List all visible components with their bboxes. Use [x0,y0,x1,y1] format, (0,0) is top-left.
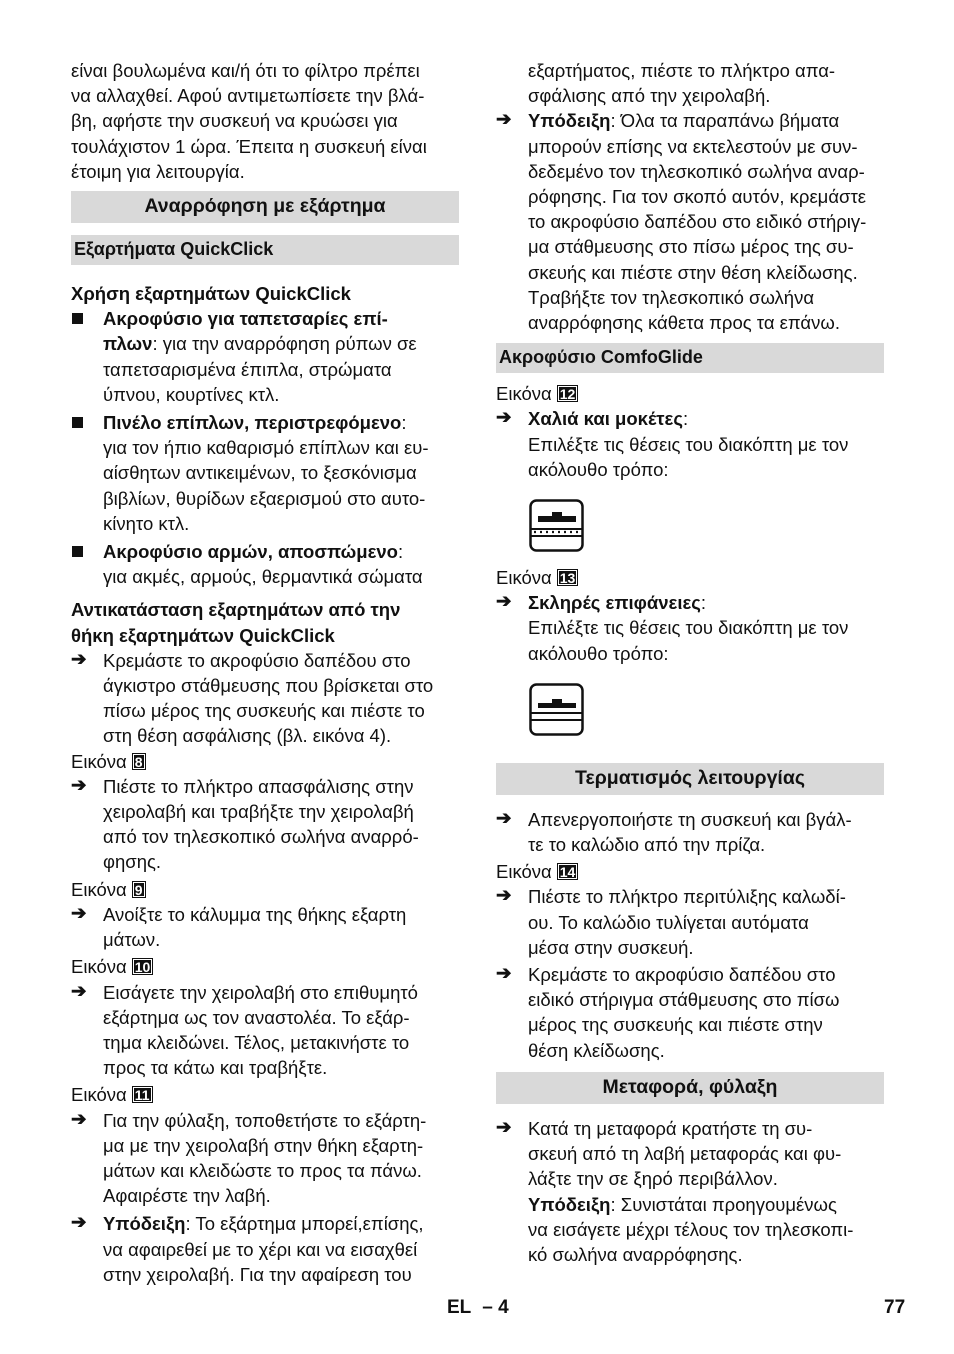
arrow-right-icon: ➔ [71,1211,87,1233]
text-line: μάτων. [103,929,161,951]
step-switch-off [496,807,884,857]
arrow-right-icon: ➔ [496,108,512,130]
figure-ref: Εικόνα 11 [71,1082,459,1107]
item-title: Σκληρές επιφάνειες [528,592,701,614]
figure-ref: Εικόνα 10 [71,954,459,979]
step-open-cover [71,902,459,952]
item-colon: : [401,412,407,434]
section-title-suction-accessories: Αναρρόφηση με εξάρτημα [71,191,459,223]
text-line: εξάρτημα ως τον αναστολέα. Το εξάρ- [103,1006,410,1028]
note-text: : Όλα τα παραπάνω βήματα [610,110,840,132]
text-line: σκευή από τη λαβή μεταφοράς και φυ- [528,1143,842,1165]
text-line: θέση κλείδωσης. [528,1039,665,1061]
list-item-crevice-nozzle [71,539,459,589]
text-line: εξαρτήματος, πιέστε το πλήκτρο απα- [528,60,836,81]
text-line: μέσα στην συσκευή. [528,936,694,958]
left-column [71,58,459,1287]
section-title-transport-storage: Μεταφορά, φύλαξη [496,1072,884,1104]
text-line: μάτων και κλειδώστε το προς τα πάνω. [103,1159,422,1181]
text-line: μπορούν επίσης να εκτελεστούν με συν- [528,135,858,157]
text-line: να αφαιρεθεί με το χέρι και να εισαχθεί [103,1238,418,1260]
item-description [103,435,459,536]
figure-number: 9 [132,881,146,898]
step-hard-floors: ➔ Σκληρές επιφάνειες: Επιλέξτε τις θέσεις του διακόπτη με τον ακόλουθο τρόπο: [496,590,884,666]
text-line: Επιλέξτε τις θέσεις του διακόπτη με τον [528,433,849,455]
text-line: από τον τηλεσκοπικό σωλήνα αναρρό- [103,826,419,848]
note-label: Υπόδειξη [103,1213,186,1235]
arrow-right-icon: ➔ [496,1115,512,1137]
text-line: βη, αφήστε την συσκευή να κρυώσει για [71,110,398,132]
text-line: αίσθητων αντικειμένων, το ξεσκόνισμα [103,462,417,484]
page-number: 77 [884,1297,906,1318]
intro-paragraph [71,58,459,184]
figure-number: 13 [557,569,579,586]
step-storage [71,1108,459,1209]
text-line: τημα κλειδώνει. Τέλος, μετακινήστε το [103,1031,410,1053]
footer-dash: – [482,1297,493,1318]
text-line: λάξτε την σε ξηρό περιβάλλον. [528,1168,778,1190]
arrow-right-icon: ➔ [496,406,512,428]
step-park-nozzle [496,962,884,1063]
text-line: είναι βουλωμένα και/ή ότι το φίλτρο πρέπει [71,60,420,81]
text-line: Απενεργοποιήστε τη συσκευή και βγάλ- [528,808,852,830]
usage-heading: Χρήση εξαρτημάτων QuickClick [71,283,351,305]
step-carpets: ➔ Χαλιά και μοκέτες: Επιλέξτε τις θέσεις του διακόπτη με τον ακόλουθο τρόπο: [496,406,884,482]
text-line: Αντικατάσταση εξαρτημάτων από την [71,599,401,621]
text-line: ου. Το καλώδιο τυλίγεται αυτόματα [528,911,809,933]
text-line: σφάλισης από την χειρολαβή. [528,85,771,107]
bullet-square-icon [72,546,83,557]
figure-number: 11 [132,1086,153,1103]
note-text: : Συνιστάται προηγουμένως [610,1193,837,1215]
item-colon: : [397,541,404,563]
text-line: ταπετσαρισμένα έπιπλα, στρώματα [103,358,392,380]
text-line: τουλάχιστον 1 ώρα. Έπειτα η συσκευή είναι [71,135,427,157]
right-column [496,58,884,1267]
text-line: έτοιμη για λειτουργία. [71,160,245,182]
text-line: θήκη εξαρτημάτων QuickClick [71,624,335,646]
text-line: προς τα κάτω και τραβήξτε. [103,1057,328,1079]
step-transport [496,1116,884,1267]
arrow-right-icon: ➔ [71,647,87,669]
text-line: στη θέση ασφάλισης (βλ. εικόνα 4). [103,725,392,747]
text-line: Για την φύλαξη, τοποθετήστε το εξάρτη- [103,1109,427,1131]
switch-position-carpet-icon [529,499,884,555]
continued-text [496,58,884,108]
figure-ref: Εικόνα 8 [71,749,459,774]
text-line: Κρεμάστε το ακροφύσιο δαπέδου στο [528,964,836,986]
list-item-upholstery-nozzle [71,306,459,407]
text-line: αναρρόφησης κάθετα προς τα επάνω. [528,312,840,334]
arrow-right-icon: ➔ [496,590,512,612]
text-line: το ακροφύσιο δαπέδου στο ειδικό στήριγ- [528,211,867,233]
step-unlock-handle [71,774,459,875]
figure-number: 12 [557,385,579,402]
item-description [103,564,459,589]
note-telescopic-tube [496,108,884,335]
note-label: Υπόδειξη [528,1193,611,1215]
footer-section-marker [447,1297,509,1319]
figure-number: 10 [132,958,154,975]
note-label: Υπόδειξη [528,110,611,132]
figure-ref: Εικόνα 13 [496,565,884,590]
text-line: μα με την χειρολαβή στην θήκη εξαρτη- [103,1134,424,1156]
text-line: Επιλέξτε τις θέσεις του διακόπτη με τον [528,617,849,639]
item-text: : για την αναρρόφηση ρύπων σε [152,333,417,355]
figure-ref: Εικόνα 9 [71,877,459,902]
subsection-title-comfoglide: Ακροφύσιο ComfoGlide [496,343,884,373]
text-line: Κρεμάστε το ακροφύσιο δαπέδου στο [103,649,411,671]
text-line: ακόλουθο τρόπο: [528,458,669,480]
text-line: χειρολαβή και τραβήξτε την χειρολαβή [103,801,414,823]
text-line: στην χειρολαβή. Για την αφαίρεση του [103,1263,412,1285]
text-line: Αφαιρέστε την λαβή. [103,1185,271,1207]
figure-number: 8 [132,753,146,770]
arrow-right-icon: ➔ [496,884,512,906]
text-line: Ανοίξτε το κάλυμμα της θήκης εξαρτη [103,903,407,925]
text-line: πίσω μέρος της συσκευής και πιέστε το [103,700,425,722]
text-line: ειδικό στήριγμα στάθμευσης στο πίσω [528,989,840,1011]
replace-heading [71,597,459,647]
item-title: Ακροφύσιο για ταπετσαρίες επί- [103,308,388,330]
text-line: να εισάγετε μέχρι τέλους τον τηλεσκοπι- [528,1218,854,1240]
text-line: κίνητο κτλ. [103,512,190,534]
item-title: Πινέλο επίπλων, περιστρεφόμενο [103,412,402,434]
arrow-right-icon: ➔ [71,979,87,1001]
step-cable-rewind [496,884,884,960]
figure-number: 14 [557,863,579,880]
text-line: σκευής και πιέστε στην θέση κλείδωσης. [528,261,858,283]
text-line: φησης. [103,851,162,873]
arrow-right-icon: ➔ [71,1107,87,1129]
text-line: Κατά τη μεταφορά κρατήστε τη συ- [528,1117,813,1139]
list-item-furniture-brush [71,410,459,536]
step-insert-handle [71,980,459,1081]
item-title: Ακροφύσιο αρμών, αποσπώμενο [103,541,398,563]
arrow-right-icon: ➔ [496,962,512,984]
item-title-cont: πλων [103,333,153,355]
text-line: ρόφησης. Για τον σκοπό αυτόν, κρεμάστε [528,186,867,208]
text-line: για τον ήπιο καθαρισμό επίπλων και ευ- [103,437,429,459]
item-description [103,357,459,407]
step-note-manual-removal [71,1211,459,1287]
text-line: μέρος της συσκευής και πιέστε στην [528,1014,823,1036]
arrow-right-icon: ➔ [71,773,87,795]
bullet-square-icon [72,313,83,324]
text-line: Πιέστε το πλήκτρο απασφάλισης στην [103,775,414,797]
text-line: Τραβήξτε τον τηλεσκοπικό σωλήνα [528,286,815,308]
text-line: βιβλίων, θυρίδων εξαερισμού στο αυτο- [103,487,426,509]
subsection-title-quickclick: Εξαρτήματα QuickClick [71,235,459,265]
item-title: Χαλιά και μοκέτες [528,408,683,430]
text-line: Εισάγετε την χειρολαβή στο επιθυμητό [103,981,418,1003]
arrow-right-icon: ➔ [496,806,512,828]
text-line: κό σωλήνα αναρρόφησης. [528,1243,743,1265]
text-line: για ακμές, αρμούς, θερμαντικά σώματα [103,566,423,588]
switch-position-hard-floor-icon [529,683,884,739]
text-line: τε το καλώδιο από την πρίζα. [528,834,766,856]
text-line: μα στάθμευσης στο πίσω μέρος της συ- [528,236,854,258]
footer-section-page: 4 [498,1297,509,1318]
bullet-square-icon [72,417,83,428]
figure-ref: Εικόνα 12 [496,381,884,406]
text-line: ύπνου, κουρτίνες κτλ. [103,383,280,405]
step-hang-floor-nozzle [71,648,459,749]
figure-ref: Εικόνα 14 [496,859,884,884]
text-line: Πιέστε το πλήκτρο περιτύλιξης καλωδί- [528,886,846,908]
text-line: ακόλουθο τρόπο: [528,642,669,664]
arrow-right-icon: ➔ [71,901,87,923]
text-line: να αλλαχθεί. Αφού αντιμετωπίσετε την βλά- [71,85,425,107]
note-text: : Το εξάρτημα μπορεί,επίσης, [185,1213,424,1235]
text-line: δεδεμένο τον τηλεσκοπικό σωλήνα αναρ- [528,160,865,182]
section-title-shutdown: Τερματισμός λειτουργίας [496,763,884,795]
footer-lang: EL [447,1297,471,1318]
text-line: άγκιστρο στάθμευσης που βρίσκεται στο [103,675,434,697]
